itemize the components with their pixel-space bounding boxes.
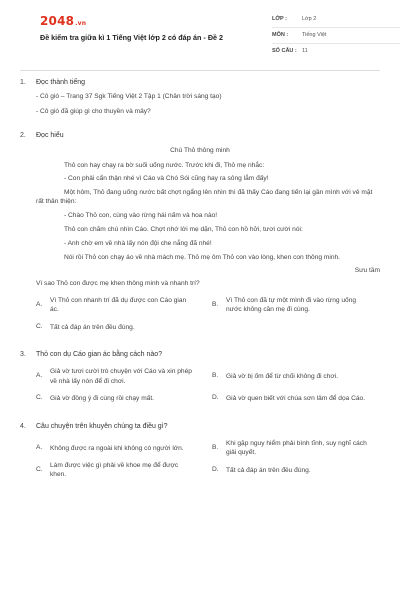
answer-options <box>20 366 380 410</box>
question-prompt: Vì sao Thỏ con được mẹ khen thông minh và nhanh trí? <box>36 279 200 287</box>
logo-main: 2048 <box>40 14 75 28</box>
question-title: Thỏ con dụ Cáo gian ác bằng cách nào? <box>36 351 163 359</box>
option-letter: C. <box>36 465 43 473</box>
option-letter: A. <box>36 301 43 308</box>
site-logo[interactable] <box>40 13 86 29</box>
meta-row-count <box>272 44 400 60</box>
option-text: Tất cả đáp án trên đều đúng. <box>50 323 135 331</box>
question-title: Đọc hiểu <box>36 132 64 140</box>
question-1 <box>20 78 380 117</box>
answer-options <box>20 294 380 338</box>
header <box>20 0 380 66</box>
logo-suffix: .vn <box>75 20 87 27</box>
option-d[interactable] <box>212 459 380 481</box>
story-source: Sưu tầm <box>354 266 380 274</box>
option-a[interactable] <box>36 437 204 459</box>
meta-value: 11 <box>302 48 308 55</box>
option-letter: D. <box>212 465 219 473</box>
story-paragraph: - Con phải cẩn thận nhé vì Cáo và Chó Sói cũng hay ra sông lắm đấy! <box>64 175 269 183</box>
story-paragraph: Thỏ con chăm chú nhìn Cáo. Chợt nhớ lời mẹ dặn, Thỏ con hồ hởi, tươi cười nói: <box>64 226 303 233</box>
question-number: 4. <box>20 422 26 430</box>
story-paragraph: - Chào Thỏ con, cùng vào rừng hái nấm và hoa nào! <box>64 212 218 220</box>
option-letter: C. <box>36 394 43 402</box>
option-c[interactable] <box>36 316 204 338</box>
option-d[interactable] <box>212 388 380 410</box>
question-number: 1. <box>20 79 26 86</box>
meta-label: SỐ CÂU : <box>272 48 297 55</box>
option-letter: B. <box>212 372 219 380</box>
option-b[interactable] <box>212 366 380 388</box>
option-b[interactable] <box>212 294 380 316</box>
option-text: Giả vờ bị ốm để từ chối không đi chơi. <box>226 373 339 381</box>
option-letter: A. <box>36 372 43 380</box>
story-paragraph: Một hôm, Thỏ đang uống nước bất chợt ngẩng lên nhìn thì đã thấy Cáo đang tiến lại gần mình với vẻ mặt rất thân thiện: <box>36 189 373 206</box>
meta-row-class <box>272 12 400 28</box>
option-letter: B. <box>212 443 219 451</box>
answer-options <box>20 437 380 481</box>
option-letter: B. <box>212 301 219 308</box>
option-text: Tất cả đáp án trên đều đúng. <box>226 466 311 474</box>
option-text: Làm được việc gì phải về khoe mẹ để được khen. <box>50 461 179 479</box>
meta-label: MÔN : <box>272 31 289 38</box>
option-text: Vì Thỏ con đã tự một mình đi vào rừng uống nước không cần mẹ đi cùng. <box>226 296 357 314</box>
option-letter: C. <box>36 323 43 330</box>
option-c[interactable] <box>36 459 204 481</box>
option-letter: D. <box>212 394 219 402</box>
story-paragraph: Nói rồi Thỏ con chạy áo về nhà mách mẹ. Thỏ mẹ ôm Thỏ con vào lòng, khen con thông minh. <box>64 253 340 261</box>
story-paragraph: - Anh chờ em về nhà lấy nón đội che nắng đã nhé! <box>64 239 212 247</box>
option-a[interactable] <box>36 366 204 388</box>
question-number: 2. <box>20 132 26 140</box>
option-c[interactable] <box>36 388 204 410</box>
meta-value: Lớp 2 <box>302 15 317 22</box>
question-title: Đọc thành tiếng <box>36 79 86 86</box>
option-text: Giả vờ quen biết với chúa sơn lâm để dọa Cáo. <box>226 395 366 403</box>
option-text: Giả vờ đồng ý đi cùng rồi chạy mất. <box>50 395 155 403</box>
option-text: Khi gặp nguy hiểm phải bình tĩnh, suy nghĩ cách giải quyết. <box>226 439 367 457</box>
meta-value: Tiếng Việt <box>302 31 327 38</box>
page-title: Đề kiểm tra giữa kì 1 Tiếng Việt lớp 2 có đáp án - Đề 2 <box>40 33 224 42</box>
content <box>20 78 380 481</box>
meta-label: LỚP : <box>272 15 287 22</box>
question-3 <box>20 350 380 409</box>
text-line: - Cô gió – Trang 37 Sgk Tiếng Việt 2 Tập 1 (Chân trời sáng tạo) <box>36 93 222 101</box>
question-title: Câu chuyện trên khuyên chúng ta điều gì? <box>36 422 168 430</box>
question-4 <box>20 422 380 481</box>
text-line: - Cô gió đã giúp gì cho thuyền và mây? <box>36 108 151 116</box>
option-b[interactable] <box>212 437 380 459</box>
option-text: Giả vờ tươi cười trò chuyện với Cáo và xin phép về nhà lấy nón để đi chơi. <box>50 368 192 385</box>
question-number: 3. <box>20 351 26 359</box>
option-letter: A. <box>36 443 43 451</box>
option-text: Vì Thỏ con nhanh trí đã dụ được con Cáo gian ác. <box>50 296 187 314</box>
option-text: Không được ra ngoài khi không có người lớn. <box>50 444 184 452</box>
question-2 <box>20 131 380 338</box>
option-a[interactable] <box>36 294 204 316</box>
story-title: Chú Thỏ thông minh <box>170 146 230 154</box>
meta-info <box>272 12 400 60</box>
story-paragraph: Thỏ con hay chạy ra bờ suối uống nước. Trước khi đi, Thỏ mẹ nhắc: <box>64 161 265 169</box>
header-divider <box>20 70 380 71</box>
meta-row-subject <box>272 28 400 44</box>
